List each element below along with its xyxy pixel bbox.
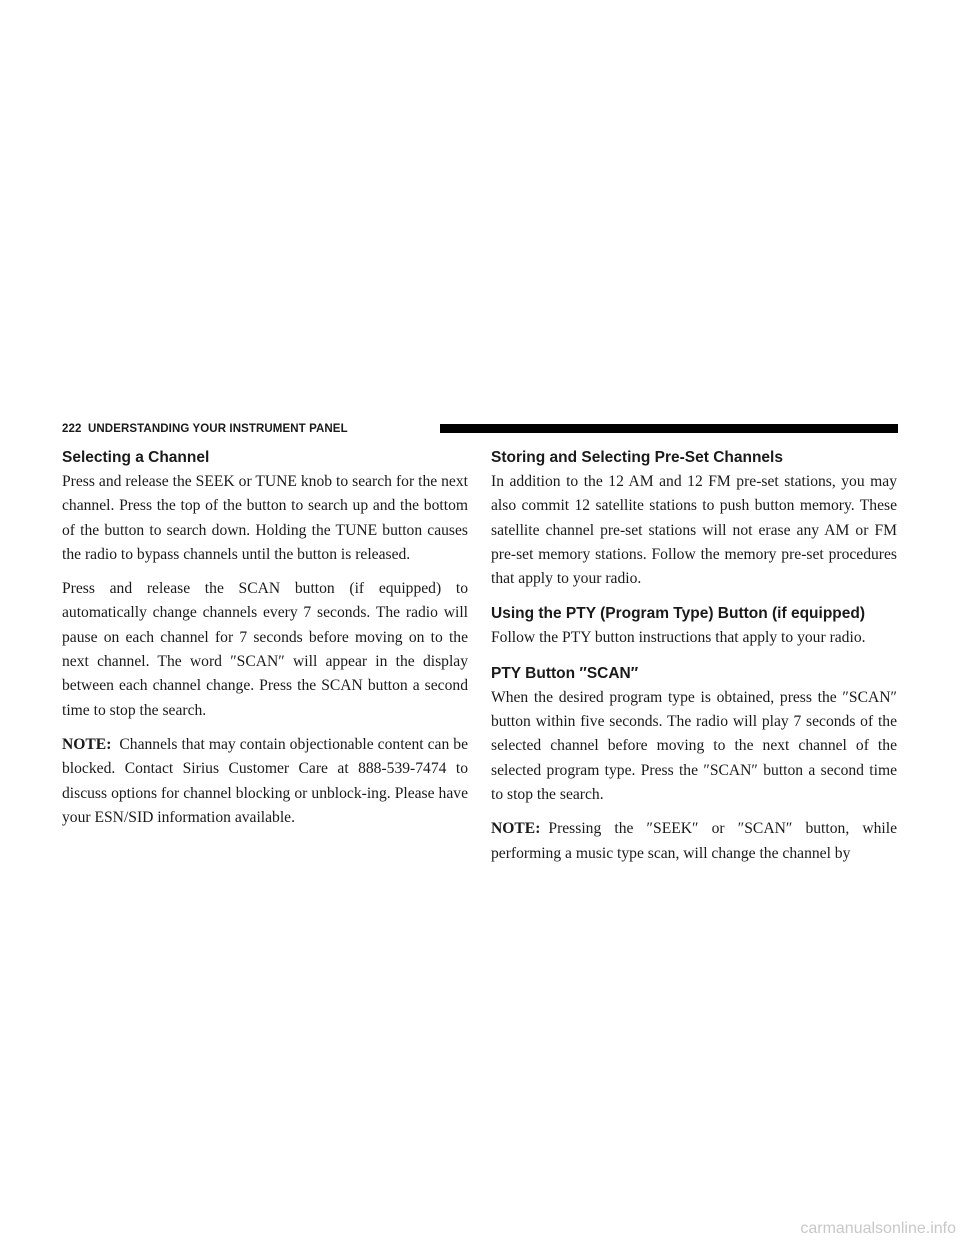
note-label: NOTE:: [62, 735, 112, 753]
paragraph-presets: In addition to the 12 AM and 12 FM pre-set stations, you may also commit 12 satellite stations to push button memory. These satellite channel pre-set stations will not erase any AM or FM pre-set memory stations. Follow the memory pre-set procedures that apply to your radio.: [491, 473, 897, 588]
paragraph-pty: Follow the PTY button instructions that apply to your radio.: [491, 629, 866, 647]
note-channel-blocking: [62, 733, 468, 830]
paragraph-seek-tune: Press and release the SEEK or TUNE knob to search for the next channel. Press the top of the button to search up and the bottom of the button to search down. Holding the TUNE button causes the radio to bypass channels until the button is released.: [62, 473, 468, 563]
page-header: [62, 421, 898, 437]
heading-pty-scan: PTY Button ″SCAN″: [491, 664, 639, 682]
note-seek-scan: [491, 817, 897, 866]
note-text: Pressing the ″SEEK″ or ″SCAN″ button, while performing a music type scan, will change the channel by: [491, 820, 897, 862]
left-column: [62, 449, 468, 840]
heading-pty-button: Using the PTY (Program Type) Button (if equipped): [491, 605, 866, 623]
page-number: 222: [62, 423, 82, 435]
note-label: NOTE:: [491, 820, 541, 838]
header-rule: [440, 424, 898, 433]
heading-selecting-a-channel: Selecting a Channel: [62, 449, 210, 466]
section-title: UNDERSTANDING YOUR INSTRUMENT PANEL: [88, 423, 348, 435]
watermark: carmanualsonline.info: [800, 1220, 956, 1237]
paragraph-scan: Press and release the SCAN button (if equipped) to automatically change channels every 7 seconds. The radio will pause on each channel for 7 seconds before moving on to the next channel. The word ″SCAN″ will appear in the display between each channel change. Press the SCAN button a second time to stop the search.: [62, 580, 468, 719]
right-column: [491, 449, 897, 876]
heading-storing-presets: Storing and Selecting Pre-Set Channels: [491, 449, 783, 466]
paragraph-pty-scan: When the desired program type is obtained, press the ″SCAN″ button within five seconds. The radio will play 7 seconds of the selected channel before moving to the next channel of the selected program type. Press the ″SCAN″ button a second time to stop the search.: [491, 688, 897, 803]
note-text: Channels that may contain objectionable content can be blocked. Contact Sirius Customer Care at 888-539-7474 to discuss options for channel blocking or unblock-ing. Please have your ESN/SID information available.: [62, 735, 468, 826]
